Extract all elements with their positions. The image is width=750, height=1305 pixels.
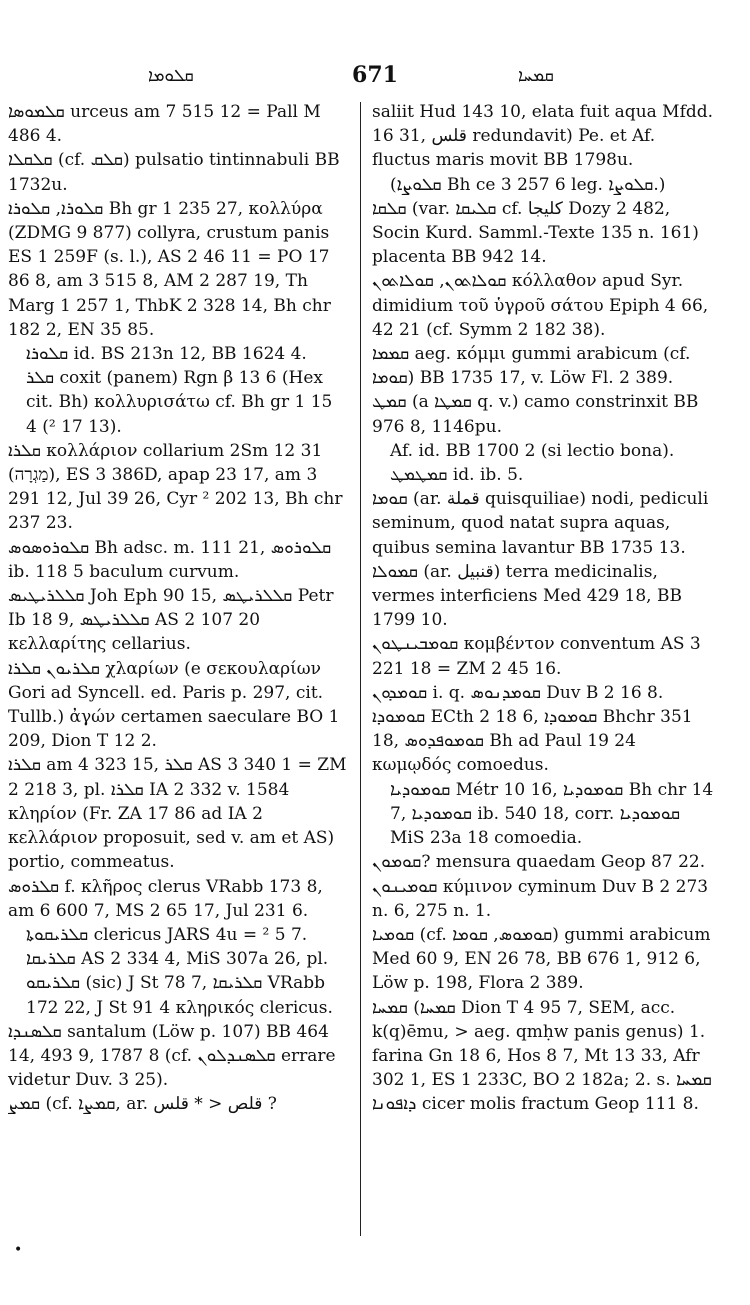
dictionary-entry: ܩܠܪܝܩܘܬܐ clericus JARS 4u = ² 5 7. xyxy=(26,924,308,945)
dictionary-entry: ܩܠܪ coxit (panem) Rgn β 13 6 (Hex cit. Bh) κολλυρισάτω cf. Bh gr 1 15 4 (² 17 13). xyxy=(26,368,333,437)
dictionary-entry: ܩܘܡܕܘܢ i. q. ܩܘܡܕܢܘܣ Duv B 2 16 8. xyxy=(372,682,664,703)
dictionary-entry: (ܩܠܘܨܐ Bh ce 3 257 6 leg. ܩܠܘܨܐ.) xyxy=(390,174,666,195)
dictionary-entry: ܩܘܡܝܢܘܢ κύμινον cyminum Duv B 2 273 n. 6, 275 n. 1. xyxy=(372,876,709,921)
running-head-left: ܩܠܘܡܐ xyxy=(148,66,194,86)
dictionary-entry: ܩܡܡܐ aeg. κόμμι gummi arabicum (cf. ܩܘܡܐ) BB 1735 17, v. Löw Fl. 2 389. xyxy=(372,344,691,389)
page-number: 671 xyxy=(352,62,398,88)
dictionary-entry: ܩܡܛܡܛ id. ib. 5. xyxy=(390,465,524,486)
dictionary-entry: ܩܡܨ (cf. ܩܡܨܐ, ar. قلص < * قلس ? xyxy=(8,1094,277,1115)
dictionary-entry: ܩܘܡܝܐ (cf. ܩܘܡܘܣ, ܩܘܡܐ) gummi arabicum Med 60 9, EN 26 78, BB 676 1, 912 6, Löw p. 198, Flora 2 389. xyxy=(372,924,711,994)
left-column xyxy=(8,100,348,1117)
dictionary-entry: ܩܠܩܠܐ (cf. ܩܠܩ) pulsatio tintinnabuli BB 1732u. xyxy=(8,150,340,195)
dictionary-entry: ܩܠܪܘܣ f. κλῆρος clerus VRabb 173 8, am 6 600 7, MS 2 65 17, Jul 231 6. xyxy=(8,876,323,921)
dictionary-entry: ܩܘܡܘܕܐ ECth 2 18 6, ܩܘܡܘܕܐ Bhchr 351 18, ܩܘܡܘܦܕܘܣ Bh ad Paul 19 24 κωμῳδός comoedus. xyxy=(372,707,693,776)
dictionary-entry: ܩܠܪܐ κολλάριον collarium 2Sm 12 31 (מַגְרָה), ES 3 386D, apap 23 17, am 3 291 12, Jul 39 26, Cyr ² 202 13, Bh chr 237 23. xyxy=(8,440,343,534)
dictionary-entry: ܩܠܠܪܝܛܝܣ Joh Eph 90 15, ܩܠܠܪܝܛܣ Petr Ib 18 9, ܩܠܠܪܝܛܣ AS 2 107 20 κελλαρίτης cellarius. xyxy=(8,586,334,655)
dictionary-entry: ܩܡܛ (a ܩܡܛܐ q. v.) camo constrinxit BB 976 8, 1146pu. xyxy=(372,392,699,437)
dictionary-entry: ܩܘܡܐ (ar. قملة quisquiliae) nodi, pediculi seminum, quod natat supra aquas, quibus semina lavantur BB 1735 13. xyxy=(372,489,709,558)
right-column xyxy=(372,100,718,1117)
page-header xyxy=(0,58,750,92)
dictionary-entry: ܩܘܡܘܢ? mensura quaedam Geop 87 22. xyxy=(372,852,706,873)
dictionary-entry: saliit Hud 143 10, elata fuit aqua Mfdd. 16 31, قلس redundavit) Pe. et Af. fluctus maris movit BB 1798u. xyxy=(372,102,714,171)
dictionary-entry: ܩܠܣܢܕܐ santalum (Löw p. 107) BB 464 14, 493 9, 1787 8 (cf. ܩܠܣܢܕܠܘܢ errare videtur Duv. 3 25). xyxy=(8,1021,336,1091)
dictionary-entry: ܩܘܠܐܬܘܢ, ܩܘܠܐܬܘܢ κόλλαθον apud Syr. dimidium τοῦ ὑγροῦ σάτου Epiph 4 66, 42 21 (cf. Symm 2 182 38). xyxy=(372,271,709,340)
dictionary-entry: ܩܠܪܐ am 4 323 15, ܩܠܪ AS 3 340 1 = ZM 2 218 3, pl. ܩܠܪܐ IA 2 332 v. 1584 κληρίον (Fr. ZA 17 86 ad IA 2 κελλάριον proposuit, sed v. am et AS) portio, commeatus. xyxy=(8,755,347,873)
dictionary-entry: Af. id. BB 1700 2 (si lectio bona). xyxy=(390,440,675,461)
dictionary-entry: ܩܠܪܝܩܐ AS 2 334 4, MiS 307a 26, pl. ܩܠܪܝܩܘ (sic) J St 78 7, ܩܠܪܝܩܐ VRabb 172 22, J St 91 4 κληρικός clericus. xyxy=(26,949,333,1018)
dictionary-entry: ܩܡܚܐ (ܩܡܚܐ Dion T 4 95 7, SEM, acc. k(q)ēmu, > aeg. qmḥw panis genus) 1. farina Gn 18 6, Hos 8 7, Mt 13 33, Afr 302 1, ES 1 233C, BO 2 182a; 2. s. ܩܡܚܐ ܕܐܦܘܢܐ cicer molis fractum Geop 111 8. xyxy=(372,997,712,1115)
dictionary-entry: ܩܠܘܪܐ, ܩܠܘܪܐ Bh gr 1 235 27, κολλύρα (ZDMG 9 877) collyra, crustum panis ES 1 259F (s. l.), AS 2 46 11 = PO 17 86 8, am 3 515 8, AM 2 287 19, Th Marg 1 257 1, ThbK 2 328 14, Bh chr 182 2, EN 35 85. xyxy=(8,198,331,340)
running-head-right: ܩܡܚܐ xyxy=(518,66,554,86)
dictionary-entry: ܩܠܡܘܣܐ urceus am 7 515 12 = Pall M 486 4. xyxy=(8,102,321,147)
dictionary-entry: ܩܠܘܪܐ id. BS 213n 12, BB 1624 4. xyxy=(26,344,307,365)
dictionary-entry: ܩܘܡܒܝܢܛܘܢ κομβέντον conventum AS 3 221 18 = ZM 2 45 16. xyxy=(372,634,701,679)
dictionary-entry: ܩܘܡܘܕܝܐ Métr 10 16, ܩܘܡܘܕܝܐ Bh chr 14 7, ܩܘܡܘܕܝܐ ib. 540 18, corr. ܩܘܡܘܕܝܐ MiS 23a 18 comoedia. xyxy=(390,779,714,849)
dictionary-entry: ܩܠܩܐ (var. ܩܠܝܩܐ cf. كليجا Dozy 2 482, Socin Kurd. Samml.-Texte 135 n. 161) placenta BB 942 14. xyxy=(372,198,699,268)
dictionary-entry: ܩܡܘܠܐ (ar. قنبيل) terra medicinalis, vermes interficiens Med 429 18, BB 1799 10. xyxy=(372,561,682,631)
column-divider xyxy=(360,102,361,1236)
dictionary-entry: ܩܠܘܪܘܣܘܣ Bh adsc. m. 111 21, ܩܠܘܪܘܣ ib. 118 5 baculum curvum. xyxy=(8,537,332,582)
dictionary-entry: ܩܠܪܝܘܢ ܩܠܪܐ χλαρίων (e σεκουλαρίων Gori ad Syncell. ed. Paris p. 297, cit. Tullb.) ἀγών certamen saeculare BO 1 209, Dion T 12 2. xyxy=(8,658,340,752)
footer-mark: • xyxy=(14,1242,23,1258)
